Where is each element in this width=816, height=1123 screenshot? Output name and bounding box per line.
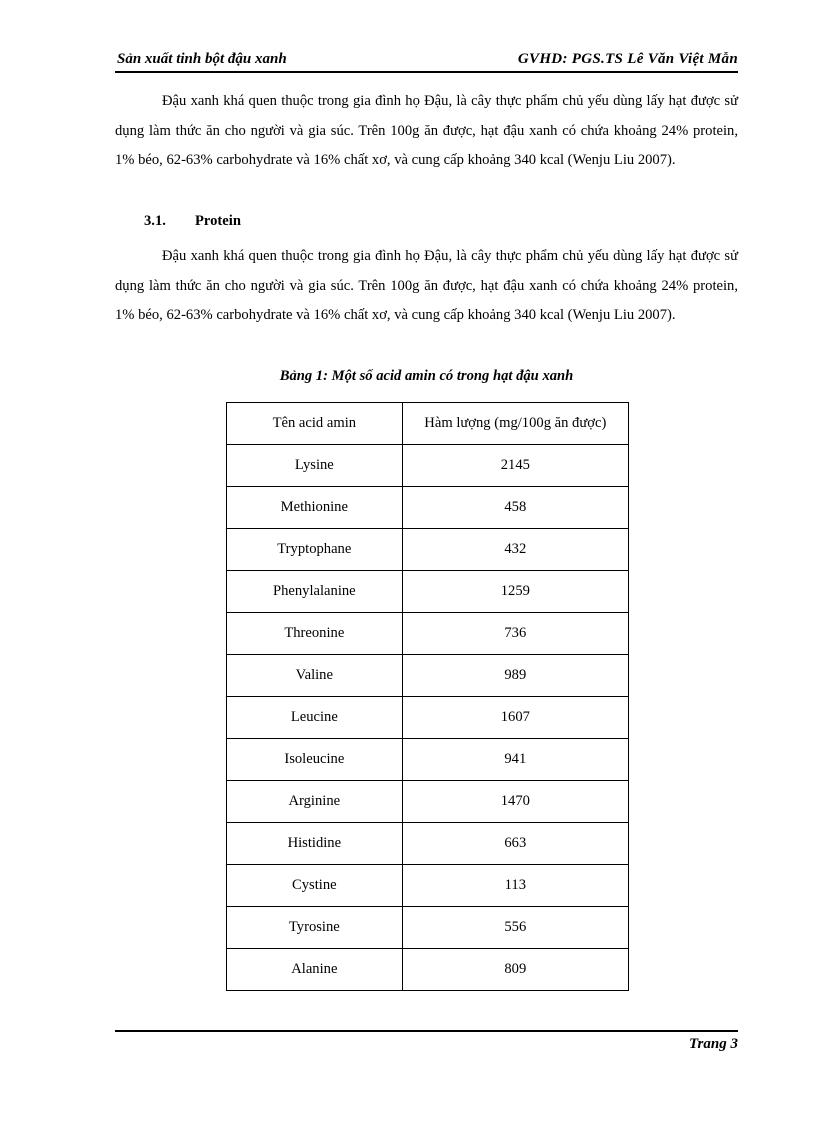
amino-acid-amount: 458 <box>402 487 628 529</box>
header-amino-acid-name: Tên acid amin <box>227 403 403 445</box>
table-row <box>227 865 629 907</box>
header-content-amount: Hàm lượng (mg/100g ăn được) <box>402 403 628 445</box>
table-row <box>227 697 629 739</box>
protein-paragraph: Đậu xanh khá quen thuộc trong gia đình họ Đậu, là cây thực phẩm chủ yếu dùng lấy hạt được sử dụng làm thức ăn cho người và gia súc. Trên 100g ăn được, hạt đậu xanh có chứa khoảng 24% protein, 1% béo, 62-63% carbohydrate và 16% chất xơ, và cung cấp khoảng 340 kcal (Wenju Liu 2007). <box>115 248 738 323</box>
section-title: Protein <box>195 213 241 229</box>
amino-acid-name: Cystine <box>227 865 403 907</box>
header-divider <box>115 71 738 73</box>
amino-acid-amount: 663 <box>402 823 628 865</box>
table-row <box>227 739 629 781</box>
footer-divider <box>115 1030 738 1032</box>
amino-acid-name: Isoleucine <box>227 739 403 781</box>
amino-acid-amount: 432 <box>402 529 628 571</box>
table-row <box>227 823 629 865</box>
table-header-row <box>227 403 629 445</box>
amino-acid-amount: 1259 <box>402 571 628 613</box>
amino-acid-name: Methionine <box>227 487 403 529</box>
intro-paragraph: Đậu xanh khá quen thuộc trong gia đình họ Đậu, là cây thực phẩm chủ yếu dùng lấy hạt được sử dụng làm thức ăn cho người và gia súc. Trên 100g ăn được, hạt đậu xanh có chứa khoảng 24% protein, 1% béo, 62-63% carbohydrate và 16% chất xơ, và cung cấp khoảng 340 kcal (Wenju Liu 2007). <box>115 93 738 168</box>
amino-acid-name: Histidine <box>227 823 403 865</box>
table-row <box>227 487 629 529</box>
amino-acid-name: Phenylalanine <box>227 571 403 613</box>
amino-acid-amount: 2145 <box>402 445 628 487</box>
header-document-title: Sản xuất tinh bột đậu xanh <box>117 51 287 67</box>
amino-acid-name: Lysine <box>227 445 403 487</box>
table-row <box>227 655 629 697</box>
amino-acid-amount: 989 <box>402 655 628 697</box>
header-advisor: GVHD: PGS.TS Lê Văn Việt Mẫn <box>517 51 738 67</box>
amino-acid-name: Valine <box>227 655 403 697</box>
page-number: Trang 3 <box>688 1036 738 1052</box>
table-row <box>227 949 629 991</box>
amino-acid-table <box>226 402 629 991</box>
table-row <box>227 445 629 487</box>
amino-acid-amount: 941 <box>402 739 628 781</box>
table-row <box>227 571 629 613</box>
amino-acid-amount: 556 <box>402 907 628 949</box>
amino-acid-amount: 809 <box>402 949 628 991</box>
amino-acid-name: Tyrosine <box>227 907 403 949</box>
table-row <box>227 529 629 571</box>
section-number: 3.1. <box>144 213 166 229</box>
page-header <box>115 48 738 70</box>
table-row <box>227 781 629 823</box>
amino-acid-amount: 736 <box>402 613 628 655</box>
amino-acid-amount: 1607 <box>402 697 628 739</box>
amino-acid-name: Threonine <box>227 613 403 655</box>
amino-acid-name: Alanine <box>227 949 403 991</box>
section-heading <box>144 207 241 236</box>
amino-acid-amount: 113 <box>402 865 628 907</box>
table-row <box>227 907 629 949</box>
amino-acid-name: Leucine <box>227 697 403 739</box>
amino-acid-amount: 1470 <box>402 781 628 823</box>
amino-acid-name: Tryptophane <box>227 529 403 571</box>
amino-acid-name: Arginine <box>227 781 403 823</box>
table-row <box>227 613 629 655</box>
table-caption: Bảng 1: Một số acid amin có trong hạt đậu xanh <box>279 368 574 384</box>
